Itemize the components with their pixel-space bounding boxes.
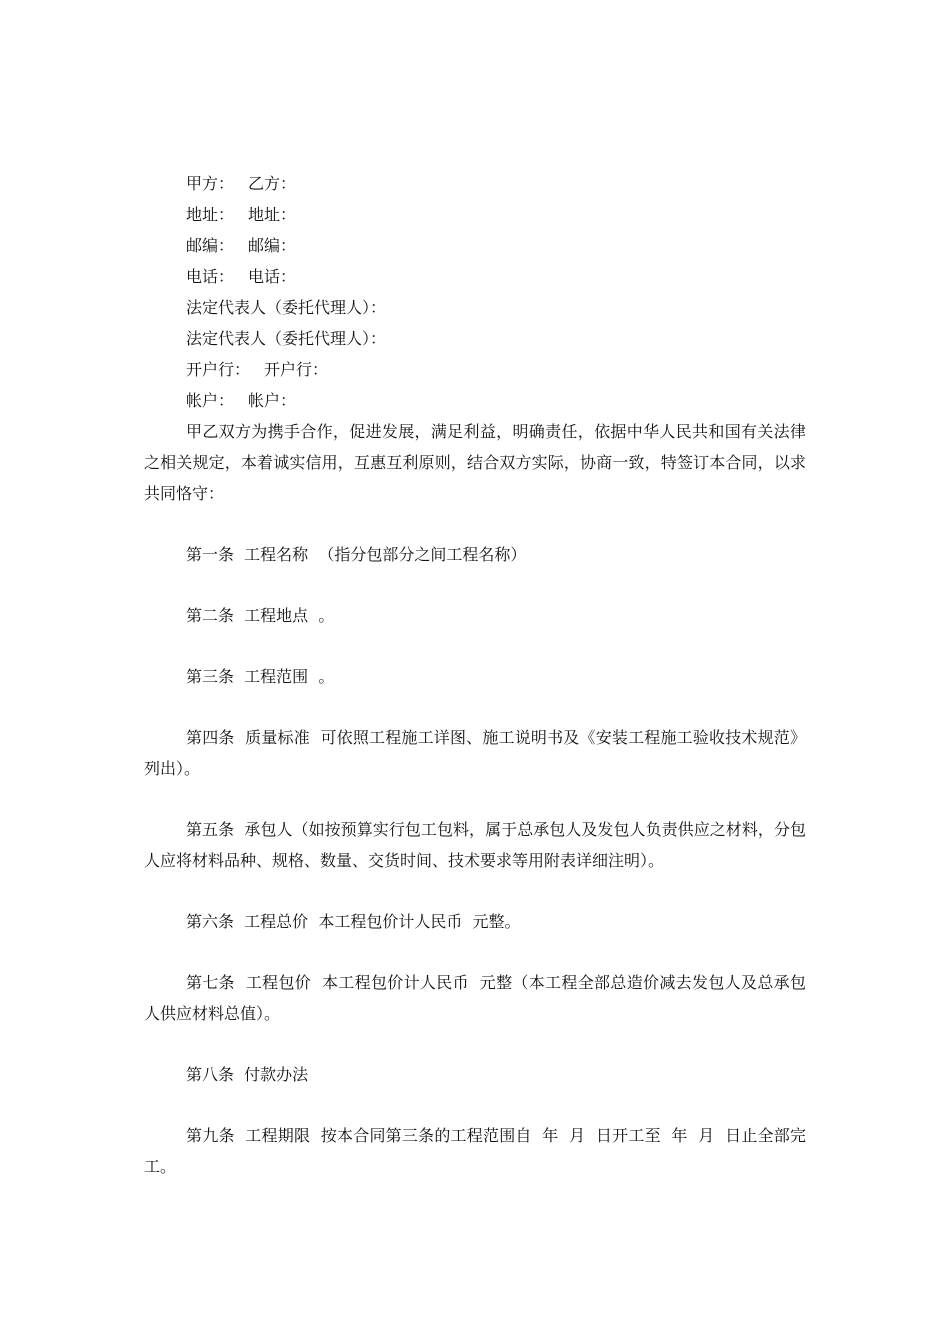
article-2: 第二条 工程地点 。 [186, 606, 335, 625]
account-line [144, 385, 806, 416]
party-b-bank-label: 开户行： [264, 360, 329, 379]
article-7: 第七条 工程包价 本工程包价计人民币 元整（本工程全部总造价减去发包人及总承包人供应材料总值）。 [144, 973, 806, 1023]
party-b-label: 乙方： [248, 174, 297, 193]
article-1: 第一条 工程名称 （指分包部分之间工程名称） [186, 545, 527, 564]
party-line-phone [144, 261, 806, 292]
contract-body [144, 168, 806, 1182]
party-b-account-label: 帐户： [248, 391, 297, 410]
bank-line [144, 354, 806, 385]
article-8: 第八条 付款办法 [186, 1065, 309, 1084]
article-6: 第六条 工程总价 本工程包价计人民币 元整。 [186, 912, 521, 931]
party-a-bank-label: 开户行： [186, 360, 251, 379]
representative-b-label: 法定代表人（委托代理人）： [186, 329, 387, 348]
article-9: 第九条 工程期限 按本合同第三条的工程范围自 年 月 日开工至 年 月 日止全部完工。 [144, 1126, 806, 1176]
article-4: 第四条 质量标准 可依照工程施工详图、施工说明书及《安装工程施工验收技术规范》列出）。 [144, 728, 806, 778]
party-line-address [144, 199, 806, 230]
party-b-postcode-label: 邮编： [248, 236, 297, 255]
party-a-account-label: 帐户： [186, 391, 235, 410]
party-a-label: 甲方： [186, 174, 235, 193]
party-a-postcode-label: 邮编： [186, 236, 235, 255]
article-5: 第五条 承包人（如按预算实行包工包料，属于总承包人及发包人负责供应之材料，分包人应将材料品种、规格、数量、交货时间、技术要求等用附表详细注明）。 [144, 820, 806, 870]
party-a-phone-label: 电话： [186, 267, 235, 286]
preamble-paragraph: 甲乙双方为携手合作，促进发展，满足利益，明确责任，依据中华人民共和国有关法律之相关规定，本着诚实信用，互惠互利原则，结合双方实际，协商一致，特签订本合同，以求共同恪守： [144, 422, 806, 503]
party-line-name [144, 168, 806, 199]
party-b-phone-label: 电话： [248, 267, 297, 286]
party-line-postcode [144, 230, 806, 261]
party-a-address-label: 地址： [186, 205, 235, 224]
party-b-address-label: 地址： [248, 205, 297, 224]
article-3: 第三条 工程范围 。 [186, 667, 335, 686]
representative-a-label: 法定代表人（委托代理人）： [186, 298, 387, 317]
